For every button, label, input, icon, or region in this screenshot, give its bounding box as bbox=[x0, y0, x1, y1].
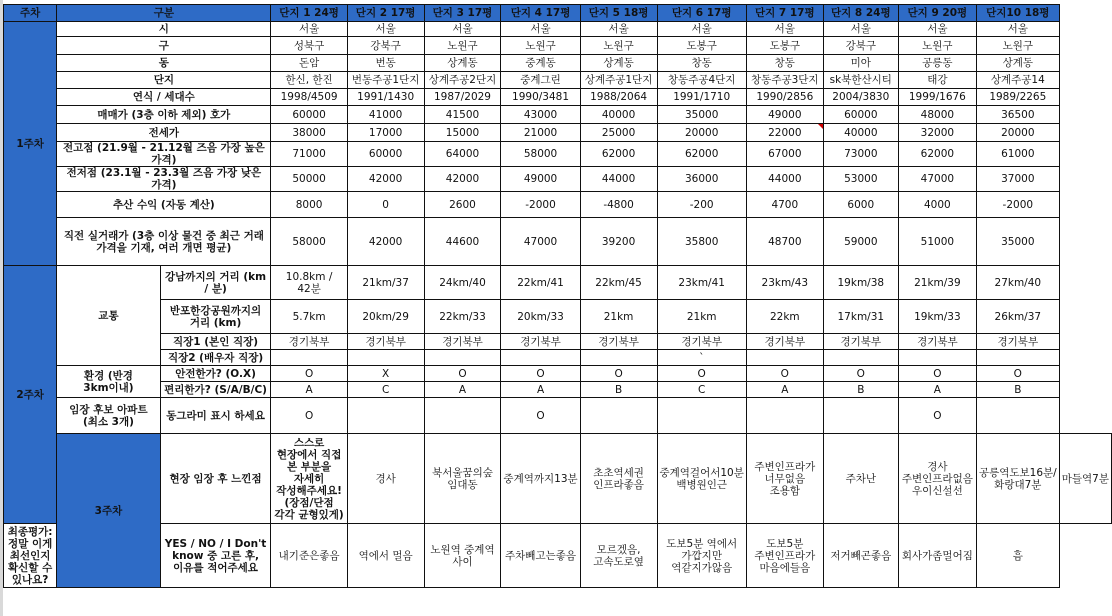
data-cell[interactable]: 창동주공3단지 bbox=[746, 72, 823, 89]
data-cell[interactable]: 67000 bbox=[746, 142, 823, 167]
data-cell[interactable]: 17km/31 bbox=[823, 300, 898, 334]
data-cell[interactable]: 서울 bbox=[976, 22, 1059, 37]
data-cell[interactable] bbox=[347, 398, 424, 434]
row-prev-low bbox=[4, 167, 1112, 192]
row-convenient bbox=[4, 382, 1112, 398]
data-cell[interactable]: 8000 bbox=[271, 192, 347, 218]
data-cell[interactable]: 21km/39 bbox=[898, 266, 976, 300]
data-cell[interactable] bbox=[424, 350, 501, 366]
data-cell[interactable]: 노원구 bbox=[976, 37, 1059, 55]
data-cell[interactable]: 1990/3481 bbox=[501, 89, 580, 106]
data-cell[interactable]: 모르겠음, 고속도로옆 bbox=[580, 524, 657, 588]
row-jeonse bbox=[4, 124, 1112, 142]
data-cell[interactable]: B bbox=[976, 382, 1059, 398]
row-complex bbox=[4, 72, 1112, 89]
data-cell[interactable]: A bbox=[424, 382, 501, 398]
data-cell[interactable]: 태강 bbox=[898, 72, 976, 89]
data-cell[interactable] bbox=[746, 398, 823, 434]
data-cell[interactable]: 53000 bbox=[823, 167, 898, 192]
data-cell[interactable]: C bbox=[347, 382, 424, 398]
data-cell[interactable]: O bbox=[501, 366, 580, 382]
data-cell[interactable]: 도봉구 bbox=[657, 37, 746, 55]
data-cell[interactable]: 미아 bbox=[823, 55, 898, 72]
data-cell[interactable]: 60000 bbox=[823, 106, 898, 124]
data-cell[interactable] bbox=[823, 350, 898, 366]
data-cell[interactable]: 강북구 bbox=[347, 37, 424, 55]
row-prev-high bbox=[4, 142, 1112, 167]
row-label[interactable]: 안전한가? (O.X) bbox=[160, 366, 271, 382]
row-label[interactable]: 전저점 (23.1월 - 23.3월 즈음 가장 낮은 가격) bbox=[57, 167, 271, 192]
complex-column-header[interactable]: 단지 3 17평 bbox=[424, 5, 501, 22]
data-cell[interactable]: 2600 bbox=[424, 192, 501, 218]
category-column-header[interactable]: 구분 bbox=[57, 5, 271, 22]
data-cell[interactable]: 1987/2029 bbox=[424, 89, 501, 106]
data-cell[interactable]: 상계동 bbox=[424, 55, 501, 72]
data-cell[interactable]: 37000 bbox=[976, 167, 1059, 192]
data-cell[interactable]: 회사가좀멀어짐 bbox=[898, 524, 976, 588]
data-cell[interactable]: ` bbox=[657, 350, 746, 366]
group-label[interactable]: 교통 bbox=[57, 266, 160, 366]
row-label[interactable]: 동그라미 표시 하세요 bbox=[160, 398, 271, 434]
data-cell[interactable]: 1991/1430 bbox=[347, 89, 424, 106]
data-cell[interactable]: 한신, 한진 bbox=[271, 72, 347, 89]
data-cell[interactable]: 창동 bbox=[746, 55, 823, 72]
data-cell[interactable]: 60000 bbox=[347, 142, 424, 167]
data-cell[interactable]: 41500 bbox=[424, 106, 501, 124]
data-cell[interactable]: 35800 bbox=[657, 218, 746, 266]
data-cell[interactable]: 1999/1676 bbox=[898, 89, 976, 106]
row-dong bbox=[4, 55, 1112, 72]
data-cell[interactable]: 44600 bbox=[424, 218, 501, 266]
data-cell[interactable]: O bbox=[580, 366, 657, 382]
data-cell[interactable] bbox=[898, 350, 976, 366]
data-cell[interactable]: 48700 bbox=[746, 218, 823, 266]
group-label[interactable]: 현장 임장 후 느낀점 bbox=[160, 434, 271, 524]
data-cell[interactable] bbox=[580, 398, 657, 434]
data-cell[interactable]: O bbox=[271, 366, 347, 382]
row-label[interactable]: 추산 수익 (자동 계산) bbox=[57, 192, 271, 218]
data-cell[interactable]: 1990/2856 bbox=[746, 89, 823, 106]
row-banpo bbox=[4, 300, 1112, 334]
data-cell[interactable]: 42000 bbox=[424, 167, 501, 192]
data-cell[interactable]: 35000 bbox=[657, 106, 746, 124]
row-label[interactable]: 전세가 bbox=[57, 124, 271, 142]
data-cell[interactable]: 17000 bbox=[347, 124, 424, 142]
data-cell[interactable]: 공릉동 bbox=[898, 55, 976, 72]
complex-column-header[interactable]: 단지 2 17평 bbox=[347, 5, 424, 22]
data-cell[interactable]: C bbox=[657, 382, 746, 398]
data-cell[interactable] bbox=[347, 350, 424, 366]
data-cell[interactable] bbox=[746, 350, 823, 366]
data-cell[interactable]: 10.8km / 42분 bbox=[271, 266, 347, 300]
data-cell[interactable]: A bbox=[501, 382, 580, 398]
data-cell[interactable]: 21km bbox=[580, 300, 657, 334]
data-cell[interactable]: 27km/40 bbox=[976, 266, 1059, 300]
data-cell[interactable]: 서울 bbox=[657, 22, 746, 37]
data-cell[interactable]: 1998/4509 bbox=[271, 89, 347, 106]
data-cell[interactable]: 도보5분 역에서 가깝지만 역같지가않음 bbox=[657, 524, 746, 588]
data-cell[interactable]: 71000 bbox=[271, 142, 347, 167]
data-cell[interactable]: 상계동 bbox=[976, 55, 1059, 72]
data-cell[interactable] bbox=[580, 350, 657, 366]
data-cell[interactable]: O bbox=[501, 398, 580, 434]
data-cell[interactable]: 49000 bbox=[501, 167, 580, 192]
data-cell[interactable]: 흠 bbox=[976, 524, 1059, 588]
data-cell[interactable]: 서울 bbox=[424, 22, 501, 37]
comparison-table bbox=[3, 4, 1112, 588]
data-cell[interactable]: 상계동 bbox=[580, 55, 657, 72]
data-cell[interactable]: 상계주공14 bbox=[976, 72, 1059, 89]
data-cell[interactable]: 중계동 bbox=[501, 55, 580, 72]
row-label[interactable]: 강남까지의 거리 (km / 분) bbox=[160, 266, 271, 300]
data-cell[interactable]: 22km bbox=[746, 300, 823, 334]
data-cell[interactable]: 경사 bbox=[347, 434, 424, 524]
data-cell[interactable] bbox=[501, 350, 580, 366]
data-cell[interactable]: 4700 bbox=[746, 192, 823, 218]
data-cell[interactable]: 21km bbox=[657, 300, 746, 334]
row-label[interactable]: 동 bbox=[57, 55, 271, 72]
row-candidate bbox=[4, 398, 1112, 434]
row-label[interactable]: YES / NO / I Don't know 중 고른 후, 이유를 적어주세요 bbox=[160, 524, 271, 588]
complex-column-header[interactable]: 단지10 18평 bbox=[976, 5, 1059, 22]
row-label[interactable]: 직장1 (본인 직장) bbox=[160, 334, 271, 350]
row-label[interactable]: 매매가 (3층 이하 제외) 호가 bbox=[57, 106, 271, 124]
data-cell[interactable]: 22km/33 bbox=[424, 300, 501, 334]
data-cell[interactable]: 59000 bbox=[823, 218, 898, 266]
data-cell[interactable]: 1991/1710 bbox=[657, 89, 746, 106]
data-cell[interactable]: 1989/2265 bbox=[976, 89, 1059, 106]
week-label[interactable]: 2주차 bbox=[4, 266, 57, 524]
header-row bbox=[4, 5, 1112, 22]
group-label[interactable]: 최종평가: 정말 이게 최선인지 확신할 수 있나요? bbox=[4, 524, 57, 588]
week-column-header[interactable]: 주차 bbox=[4, 5, 57, 22]
data-cell[interactable]: 24km/40 bbox=[424, 266, 501, 300]
row-year-units bbox=[4, 89, 1112, 106]
data-cell[interactable]: 중계역까지13분 bbox=[501, 434, 580, 524]
data-cell[interactable]: O bbox=[976, 366, 1059, 382]
data-cell[interactable]: 상계주공2단지 bbox=[424, 72, 501, 89]
row-final bbox=[4, 524, 1112, 588]
data-cell[interactable]: 저거빼곤좋음 bbox=[823, 524, 898, 588]
data-cell[interactable]: 22km/41 bbox=[501, 266, 580, 300]
data-cell[interactable]: 20000 bbox=[976, 124, 1059, 142]
data-cell[interactable]: 공릉역도보16분/화랑대7분 bbox=[976, 434, 1059, 524]
row-gu bbox=[4, 37, 1112, 55]
data-cell[interactable]: 돈암 bbox=[271, 55, 347, 72]
data-cell[interactable]: 경기북부 bbox=[823, 334, 898, 350]
data-cell[interactable]: 64000 bbox=[424, 142, 501, 167]
data-cell[interactable] bbox=[976, 398, 1059, 434]
data-cell[interactable]: 0 bbox=[347, 192, 424, 218]
row-label[interactable]: 직전 실거래가 (3층 이상 물건 중 최근 거래 가격을 기재, 여러 개면 평균) bbox=[57, 218, 271, 266]
data-cell[interactable]: 47000 bbox=[501, 218, 580, 266]
data-cell[interactable]: X bbox=[347, 366, 424, 382]
data-cell[interactable]: 번동주공1단지 bbox=[347, 72, 424, 89]
data-cell[interactable]: 경기북부 bbox=[501, 334, 580, 350]
data-cell[interactable]: 58000 bbox=[271, 218, 347, 266]
data-cell[interactable]: -2000 bbox=[501, 192, 580, 218]
data-cell[interactable]: A bbox=[746, 382, 823, 398]
complex-column-header[interactable]: 단지 5 18평 bbox=[580, 5, 657, 22]
data-cell[interactable]: sk북한산시티 bbox=[823, 72, 898, 89]
data-cell[interactable]: -4800 bbox=[580, 192, 657, 218]
row-gangnam bbox=[4, 266, 1112, 300]
complex-column-header[interactable]: 단지 1 24평 bbox=[271, 5, 347, 22]
data-cell[interactable]: 경기북부 bbox=[898, 334, 976, 350]
data-cell[interactable]: 노원역 중계역 사이 bbox=[424, 524, 501, 588]
data-cell[interactable]: 주변인프라가 너무없음 조용함 bbox=[746, 434, 823, 524]
data-cell[interactable]: 73000 bbox=[823, 142, 898, 167]
week-label[interactable]: 1주차 bbox=[4, 22, 57, 266]
data-cell[interactable]: 서울 bbox=[271, 22, 347, 37]
data-cell[interactable]: 노원구 bbox=[501, 37, 580, 55]
data-cell[interactable]: O bbox=[898, 366, 976, 382]
data-cell[interactable]: 38000 bbox=[271, 124, 347, 142]
data-cell[interactable]: O bbox=[657, 366, 746, 382]
group-label[interactable]: 환경 (반경 3km이내) bbox=[57, 366, 160, 398]
data-cell[interactable]: 창동 bbox=[657, 55, 746, 72]
data-cell[interactable]: 60000 bbox=[271, 106, 347, 124]
data-cell[interactable]: 20000 bbox=[657, 124, 746, 142]
data-cell[interactable]: 서울 bbox=[746, 22, 823, 37]
data-cell[interactable]: 상계주공1단지 bbox=[580, 72, 657, 89]
data-cell[interactable]: 경기북부 bbox=[271, 334, 347, 350]
data-cell[interactable]: 23km/43 bbox=[746, 266, 823, 300]
data-cell[interactable]: 43000 bbox=[501, 106, 580, 124]
data-cell[interactable]: 50000 bbox=[271, 167, 347, 192]
data-cell[interactable]: 중계역걸어서10분 백병원인근 bbox=[657, 434, 746, 524]
row-label[interactable]: 전고점 (21.9월 - 21.12월 즈음 가장 높은 가격) bbox=[57, 142, 271, 167]
data-cell[interactable]: 23km/41 bbox=[657, 266, 746, 300]
complex-column-header[interactable]: 단지 4 17평 bbox=[501, 5, 580, 22]
data-cell[interactable]: B bbox=[823, 382, 898, 398]
data-cell[interactable]: O bbox=[823, 366, 898, 382]
data-cell[interactable]: 61000 bbox=[976, 142, 1059, 167]
data-cell[interactable]: 주차빼고는좋음 bbox=[501, 524, 580, 588]
row-est-return bbox=[4, 192, 1112, 218]
data-cell[interactable]: 도보5분 주변인프라가 마음에들음 bbox=[746, 524, 823, 588]
data-cell[interactable]: 21000 bbox=[501, 124, 580, 142]
data-cell[interactable]: 4000 bbox=[898, 192, 976, 218]
row-sale-price bbox=[4, 106, 1112, 124]
data-cell[interactable]: 5.7km bbox=[271, 300, 347, 334]
data-cell[interactable]: 25000 bbox=[580, 124, 657, 142]
data-cell[interactable]: 62000 bbox=[580, 142, 657, 167]
row-job1 bbox=[4, 334, 1112, 350]
data-cell[interactable]: 40000 bbox=[823, 124, 898, 142]
group-label[interactable]: 임장 후보 아파트 (최소 3개) bbox=[57, 398, 160, 434]
data-cell[interactable] bbox=[271, 350, 347, 366]
data-cell[interactable]: 62000 bbox=[898, 142, 976, 167]
data-cell[interactable]: 26km/37 bbox=[976, 300, 1059, 334]
row-label[interactable]: 시 bbox=[57, 22, 271, 37]
data-cell[interactable]: 39200 bbox=[580, 218, 657, 266]
data-cell[interactable]: 강북구 bbox=[823, 37, 898, 55]
data-cell[interactable] bbox=[657, 398, 746, 434]
data-cell[interactable]: 19km/38 bbox=[823, 266, 898, 300]
data-cell[interactable]: A bbox=[898, 382, 976, 398]
row-label[interactable]: 직장2 (배우자 직장) bbox=[160, 350, 271, 366]
data-cell[interactable]: A bbox=[271, 382, 347, 398]
data-cell[interactable]: 2004/3830 bbox=[823, 89, 898, 106]
data-cell[interactable]: 중계그린 bbox=[501, 72, 580, 89]
data-cell[interactable]: 47000 bbox=[898, 167, 976, 192]
row-recent-trade bbox=[4, 218, 1112, 266]
data-cell[interactable]: 경기북부 bbox=[657, 334, 746, 350]
complex-column-header[interactable]: 단지 9 20평 bbox=[898, 5, 976, 22]
data-cell[interactable]: 49000 bbox=[746, 106, 823, 124]
data-cell[interactable]: 20km/29 bbox=[347, 300, 424, 334]
data-cell[interactable]: -200 bbox=[657, 192, 746, 218]
data-cell[interactable]: 58000 bbox=[501, 142, 580, 167]
data-cell[interactable]: 경기북부 bbox=[976, 334, 1059, 350]
data-cell[interactable]: 서울 bbox=[580, 22, 657, 37]
data-cell[interactable]: 초초역세권 인프라좋음 bbox=[580, 434, 657, 524]
data-cell[interactable]: 41000 bbox=[347, 106, 424, 124]
data-cell[interactable]: 62000 bbox=[657, 142, 746, 167]
data-cell[interactable]: 15000 bbox=[424, 124, 501, 142]
data-cell[interactable]: 51000 bbox=[898, 218, 976, 266]
data-cell[interactable]: 서울 bbox=[823, 22, 898, 37]
week-label[interactable]: 3주차 bbox=[57, 434, 160, 588]
data-cell[interactable]: 주차난 bbox=[823, 434, 898, 524]
row-safe bbox=[4, 366, 1112, 382]
data-cell[interactable]: 노원구 bbox=[424, 37, 501, 55]
data-cell[interactable]: B bbox=[580, 382, 657, 398]
complex-column-header[interactable]: 단지 7 17평 bbox=[746, 5, 823, 22]
data-cell[interactable]: 창동주공4단지 bbox=[657, 72, 746, 89]
data-cell[interactable]: 역에서 멀음 bbox=[347, 524, 424, 588]
data-cell[interactable]: 40000 bbox=[580, 106, 657, 124]
row-label[interactable]: 스스로 현장에서 직접 본 부분을 자세히 작성해주세요! (장점/단점 각각 균형있게) bbox=[271, 434, 347, 524]
data-cell[interactable]: 도봉구 bbox=[746, 37, 823, 55]
data-cell[interactable]: 21km/37 bbox=[347, 266, 424, 300]
data-cell[interactable]: 경사 주변인프라없음 우이신설선 bbox=[898, 434, 976, 524]
data-cell[interactable]: 6000 bbox=[823, 192, 898, 218]
data-cell[interactable]: 경기북부 bbox=[580, 334, 657, 350]
data-cell[interactable] bbox=[823, 398, 898, 434]
data-cell[interactable]: 노원구 bbox=[580, 37, 657, 55]
data-cell[interactable]: 서울 bbox=[501, 22, 580, 37]
data-cell[interactable]: O bbox=[424, 366, 501, 382]
data-cell[interactable] bbox=[976, 350, 1059, 366]
data-cell[interactable]: 내기준은좋음 bbox=[271, 524, 347, 588]
data-cell[interactable]: 35000 bbox=[976, 218, 1059, 266]
row-job2 bbox=[4, 350, 1112, 366]
data-cell[interactable]: 36500 bbox=[976, 106, 1059, 124]
data-cell[interactable]: O bbox=[898, 398, 976, 434]
data-cell[interactable]: 경기북부 bbox=[746, 334, 823, 350]
row-label[interactable]: 구 bbox=[57, 37, 271, 55]
data-cell[interactable]: 20km/33 bbox=[501, 300, 580, 334]
data-cell[interactable] bbox=[424, 398, 501, 434]
data-cell[interactable]: 서울 bbox=[898, 22, 976, 37]
data-cell[interactable]: 44000 bbox=[746, 167, 823, 192]
data-cell[interactable]: 44000 bbox=[580, 167, 657, 192]
row-label[interactable]: 편리한가? (S/A/B/C) bbox=[160, 382, 271, 398]
data-cell[interactable]: O bbox=[746, 366, 823, 382]
row-label[interactable]: 반포한강공원까지의 거리 (km) bbox=[160, 300, 271, 334]
data-cell[interactable]: 48000 bbox=[898, 106, 976, 124]
data-cell[interactable]: 경기북부 bbox=[347, 334, 424, 350]
data-cell[interactable]: 19km/33 bbox=[898, 300, 976, 334]
data-cell[interactable]: 번동 bbox=[347, 55, 424, 72]
complex-column-header[interactable]: 단지 8 24평 bbox=[823, 5, 898, 22]
data-cell[interactable]: O bbox=[271, 398, 347, 434]
row-label[interactable]: 연식 / 세대수 bbox=[57, 89, 271, 106]
data-cell[interactable]: 마들역7분 bbox=[1059, 434, 1111, 524]
row-city bbox=[4, 22, 1112, 37]
row-label[interactable]: 단지 bbox=[57, 72, 271, 89]
data-cell[interactable]: 22000 bbox=[746, 124, 823, 142]
data-cell[interactable]: 32000 bbox=[898, 124, 976, 142]
data-cell[interactable]: 서울 bbox=[347, 22, 424, 37]
data-cell[interactable]: 노원구 bbox=[898, 37, 976, 55]
data-cell[interactable]: 1988/2064 bbox=[580, 89, 657, 106]
data-cell[interactable]: 성북구 bbox=[271, 37, 347, 55]
data-cell[interactable]: 북서울꿈의숲 임대동 bbox=[424, 434, 501, 524]
complex-column-header[interactable]: 단지 6 17평 bbox=[657, 5, 746, 22]
data-cell[interactable]: 36000 bbox=[657, 167, 746, 192]
data-cell[interactable]: 경기북부 bbox=[424, 334, 501, 350]
data-cell[interactable]: 22km/45 bbox=[580, 266, 657, 300]
data-cell[interactable]: 42000 bbox=[347, 167, 424, 192]
row-impression bbox=[4, 434, 1112, 524]
data-cell[interactable]: -2000 bbox=[976, 192, 1059, 218]
data-cell[interactable]: 42000 bbox=[347, 218, 424, 266]
